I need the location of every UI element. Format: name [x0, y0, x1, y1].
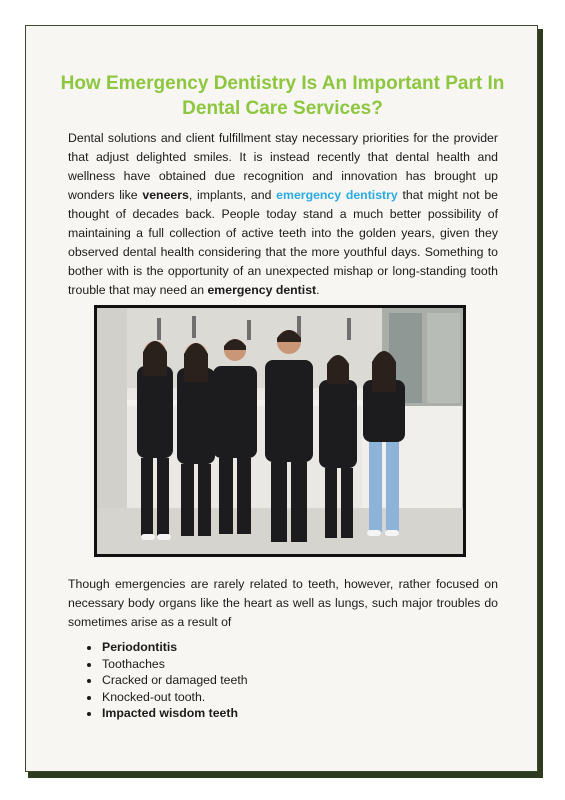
second-paragraph: Though emergencies are rarely related to teeth, however, rather focused on necessary body organs like the heart as well as lungs, such major troubles do sometimes arise as a result of	[68, 577, 498, 629]
team-photo	[94, 305, 466, 557]
page-title: How Emergency Dentistry Is An Important Part In Dental Care Services?	[60, 73, 505, 119]
emergency-dentistry-link[interactable]: emergency dentistry	[276, 188, 398, 202]
list-item: Knocked-out tooth.	[86, 689, 248, 706]
team-photo-icon	[97, 308, 463, 554]
veneers-term: veneers	[142, 188, 189, 202]
intro-text-3: that might not be thought of decades back. People today stand a much better possibility of maintaining a full collection of active teeth into the golden years, given they observed dental health considering that the more youthful days. Something to bother with is the opportunity of an unexpected mishap or long-standing tooth trouble that may need an	[68, 188, 498, 297]
list-item: Impacted wisdom teeth	[86, 705, 248, 722]
intro-text-1: Dental solutions and client fulfillment stay necessary priorities for the provider that adjust delighted smiles. It is instead recently that dental health and wellness have obtained due recognition and innovation has brought up wonders like	[68, 131, 498, 202]
list-item: Periodontitis	[86, 639, 248, 656]
emergency-causes-list	[86, 639, 248, 722]
emergency-dentist-term: emergency dentist	[207, 283, 317, 297]
intro-paragraph	[68, 129, 498, 300]
list-item: Toothaches	[86, 656, 248, 673]
list-item: Cracked or damaged teeth	[86, 672, 248, 689]
intro-text-2: , implants, and	[188, 188, 277, 202]
intro-text-4: .	[316, 283, 320, 297]
